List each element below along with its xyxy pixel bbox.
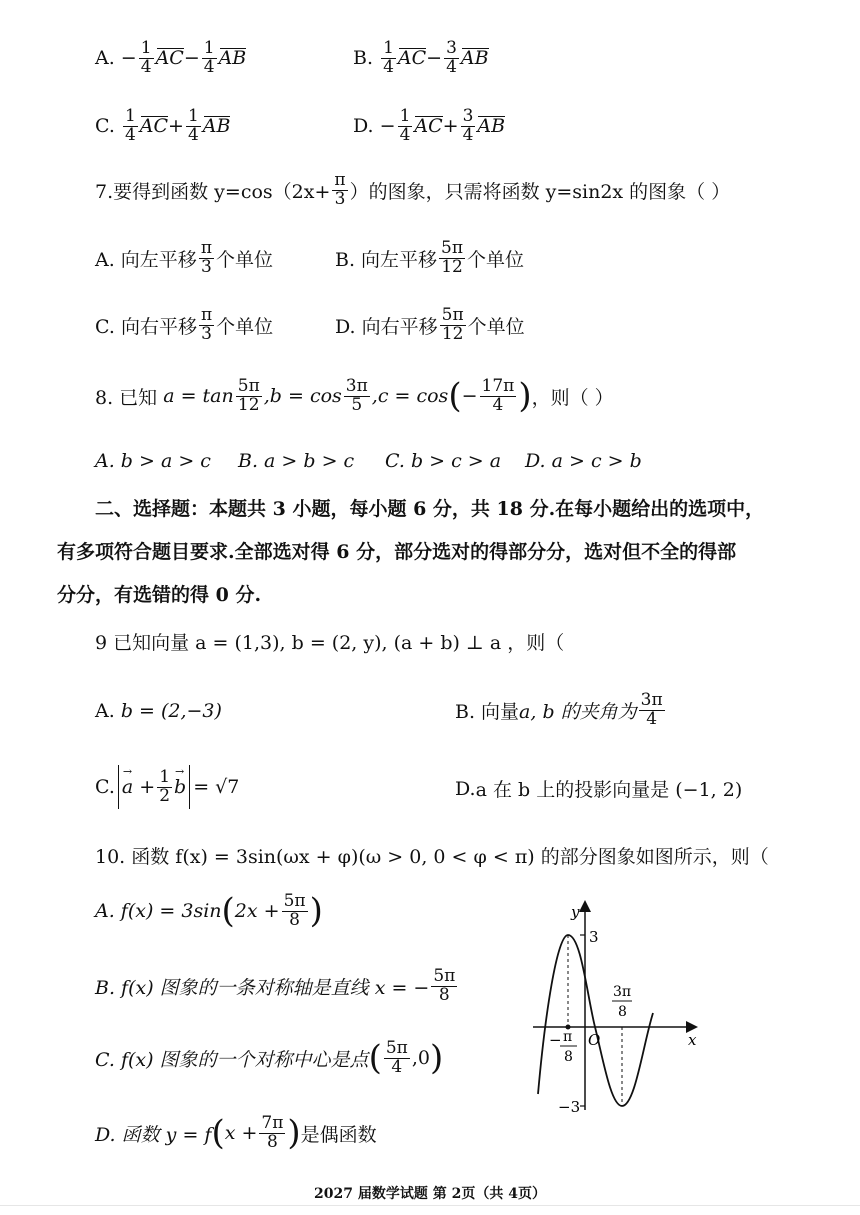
q7-option-a[interactable]: A. 向左平移 $\frac{\pi}{3}$ 个单位 [95,238,274,277]
q10-option-a[interactable]: A. f(x) = 3sin ( 2x + $\frac{5\pi}{8}$ ) [95,891,323,932]
top-value: 3 [589,928,599,946]
sine-curve [538,935,653,1106]
q9-option-b[interactable]: B. 向量 a, b 的夹角为 $\frac{3\pi}{4}$ [455,690,663,729]
x-label: x [688,1031,697,1049]
q9-option-c[interactable]: C. → a + $\frac{1}{2}$ → b = √7 [95,765,239,809]
left-num: π [563,1029,573,1045]
section2-line1: 二、选择题：本题共 3 小题，每小题 6 分，共 18 分.在每小题给出的选项中， [95,498,765,520]
q7-option-c[interactable]: C. 向右平移 $\frac{\pi}{3}$ 个单位 [95,305,274,344]
left-sign: − [549,1031,562,1049]
q9-option-d[interactable]: D. a 在 b 上的投影向量是 (−1, 2) [455,777,743,801]
right-num: 3π [613,984,632,1000]
q6-option-d[interactable]: D. − $\frac{1}{4}$ AC + $\frac{3}{4}$ AB [353,106,506,145]
q7-option-b[interactable]: B. 向左平移 $\frac{5\pi}{12}$ 个单位 [335,238,525,277]
q7-option-d[interactable]: D. 向右平移 $\frac{5\pi}{12}$ 个单位 [335,305,525,344]
page-divider [0,1205,860,1206]
q8-option-a[interactable]: A. b > a > c [95,450,211,472]
page-footer: 2027 届数学试题 第 2页（共 4页） [314,1186,546,1202]
q8-option-d[interactable]: D. a > c > b [525,450,642,472]
q10-option-b[interactable]: B. f(x) 图象的一条对称轴是直线 x = − $\frac{5\pi}{8}$ [95,966,456,1005]
q10-option-c[interactable]: C. f(x) 图象的一个对称中心是点 ( $\frac{5\pi}{4}$ ,0 ) [95,1038,444,1079]
q9-option-a[interactable]: A. b = (2,−3) [95,700,222,722]
q7-stem: 7.要得到函数 y=cos（2x+ $\frac{\pi}{3}$ ）的图象，只需将函数 y=sin2x 的图象（ ） [95,170,731,209]
right-den: 8 [618,1004,627,1020]
section2-line3: 分分，有选错的得 0 分. [57,584,262,606]
q8-stem: 8. 已知 a = tan $\frac{5\pi}{12}$ ,b = cos $\frac{3\pi}{5}$ ,c = cos ( − $\frac{17\pi}{4}$ ) ，则（ ） [95,376,614,417]
section2-line2: 有多项符合题目要求.全部选对得 6 分，部分选对的得部分分，选对但不全的得部 [57,541,737,563]
q6-option-b[interactable]: B. $\frac{1}{4}$ AC − $\frac{3}{4}$ AB [353,38,489,77]
q8-option-b[interactable]: B. a > b > c [238,450,355,472]
q9-stem: 9 已知向量 a = (1,3), b = (2, y), (a + b) ⊥ a ，则（ [95,632,565,654]
left-den: 8 [564,1049,573,1065]
q8-option-c[interactable]: C. b > c > a [385,450,502,472]
bottom-value: −3 [558,1098,581,1116]
q10-option-d[interactable]: D. 函数 y = f ( x + $\frac{7\pi}{8}$ ) 是偶函数 [95,1113,377,1154]
sine-graph [525,895,710,1125]
origin-label: O [588,1031,601,1049]
q6-option-c[interactable]: C. $\frac{1}{4}$ AC + $\frac{1}{4}$ AB [95,106,231,145]
q6-option-a[interactable]: A. − $\frac{1}{4}$ AC − $\frac{1}{4}$ AB [95,38,247,77]
q10-stem: 10. 函数 f(x) = 3sin(ωx + φ)(ω > 0, 0 < φ < π) 的部分图象如图所示，则（ [95,846,769,868]
y-label: y [571,903,580,921]
